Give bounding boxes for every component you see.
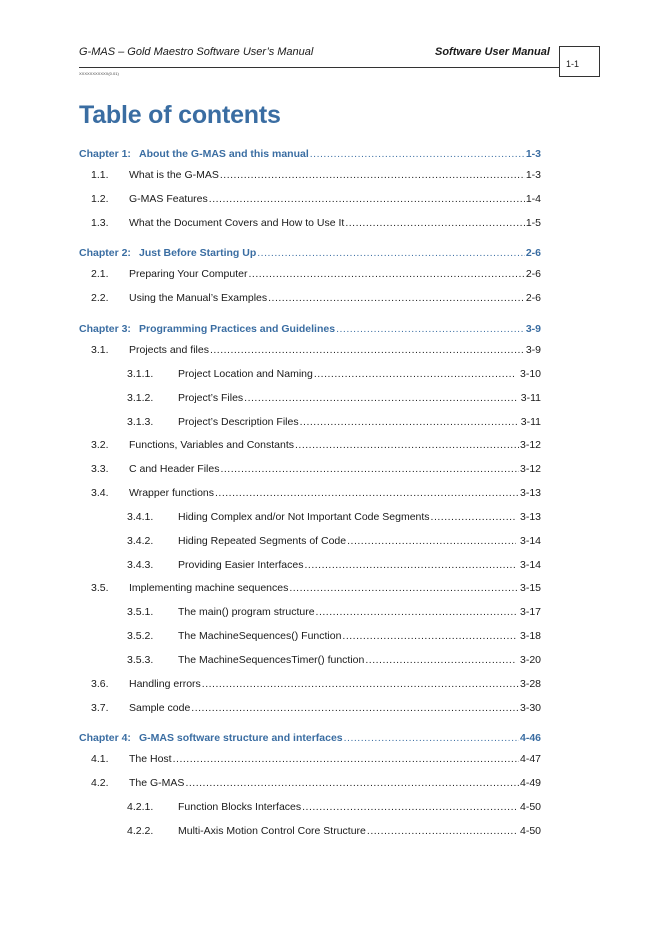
dot-leader	[302, 800, 516, 814]
toc-entry-page: 3-9	[525, 344, 541, 356]
toc-entry-section[interactable]	[79, 267, 541, 281]
toc-entry-subsection[interactable]	[79, 629, 541, 643]
toc-entry-title: Using the Manual’s Examples	[129, 292, 268, 304]
dot-leader	[345, 216, 524, 230]
toc-entry-page: 4-46	[519, 732, 541, 744]
dot-leader	[215, 486, 519, 500]
toc-entry-page: 3-10	[519, 368, 541, 380]
dot-leader	[300, 415, 517, 429]
toc-entry-title: Project’s Files	[178, 392, 244, 404]
toc-entry-page: 3-12	[519, 439, 541, 451]
dot-leader	[289, 581, 519, 595]
dot-leader	[268, 291, 525, 305]
toc-entry-page: 3-28	[519, 678, 541, 690]
toc-entry-page: 2-6	[525, 268, 541, 280]
toc-entry-title: Implementing machine sequences	[129, 582, 289, 594]
toc-entry-chapter[interactable]	[79, 322, 541, 336]
toc-entry-number: 3.7.	[91, 702, 109, 714]
toc-entry-subsection[interactable]	[79, 653, 541, 667]
toc-entry-number: 4.1.	[91, 753, 109, 765]
dot-leader	[342, 629, 516, 643]
header-doc-code: XXXXXXXXXXX(0.01)	[79, 71, 119, 76]
toc-entry-number: 3.4.1.	[127, 511, 154, 523]
toc-entry-title: Function Blocks Interfaces	[178, 801, 302, 813]
toc-entry-number: 3.5.2.	[127, 630, 154, 642]
toc-entry-number: 4.2.2.	[127, 825, 154, 837]
toc-entry-title: The Host	[129, 753, 172, 765]
toc-entry-number: 3.5.	[91, 582, 109, 594]
toc-entry-chapter[interactable]	[79, 246, 541, 260]
dot-leader	[336, 322, 525, 336]
toc-entry-number: 1.3.	[91, 217, 109, 229]
toc-entry-number: 3.6.	[91, 678, 109, 690]
toc-entry-section[interactable]	[79, 581, 541, 595]
toc-entry-page: 3-14	[519, 535, 541, 547]
toc-entry-number: Chapter 1:	[79, 148, 131, 160]
toc-entry-title: Projects and files	[129, 344, 209, 356]
toc-entry-page: 3-13	[519, 487, 541, 499]
toc-entry-title: Handling errors	[129, 678, 201, 690]
toc-entry-page: 3-11	[520, 392, 541, 404]
toc-entry-page: 3-17	[519, 606, 541, 618]
toc-entry-page: 1-4	[525, 193, 541, 205]
toc-entry-number: 3.3.	[91, 463, 109, 475]
dot-leader	[304, 558, 516, 572]
toc-entry-section[interactable]	[79, 343, 541, 357]
toc-entry-number: 3.1.	[91, 344, 109, 356]
toc-entry-title: Just Before Starting Up	[139, 247, 257, 259]
toc-entry-number: 2.1.	[91, 268, 109, 280]
toc-entry-page: 3-30	[519, 702, 541, 714]
toc-entry-number: 3.1.3.	[127, 416, 154, 428]
toc-entry-number: Chapter 4:	[79, 732, 131, 744]
dot-leader	[431, 510, 516, 524]
toc-entry-section[interactable]	[79, 677, 541, 691]
toc-entry-page: 3-20	[519, 654, 541, 666]
toc-entry-number: Chapter 3:	[79, 323, 131, 335]
toc-entry-subsection[interactable]	[79, 605, 541, 619]
toc-entry-page: 4-50	[519, 825, 541, 837]
dot-leader	[173, 752, 519, 766]
toc-entry-title: Providing Easier Interfaces	[178, 559, 304, 571]
toc-entry-number: 2.2.	[91, 292, 109, 304]
toc-entry-page: 1-3	[525, 169, 541, 181]
toc-entry-section[interactable]	[79, 438, 541, 452]
toc-entry-page: 3-12	[519, 463, 541, 475]
dot-leader	[209, 192, 525, 206]
page-number-box	[559, 46, 600, 77]
toc-entry-title: Functions, Variables and Constants	[129, 439, 294, 451]
toc-entry-title: The main() program structure	[178, 606, 315, 618]
toc-entry-section[interactable]	[79, 486, 541, 500]
toc-entry-number: 3.1.1.	[127, 368, 154, 380]
toc-entry-title: The MachineSequences() Function	[178, 630, 342, 642]
toc-entry-subsection[interactable]	[79, 391, 541, 405]
toc-entry-page: 4-49	[519, 777, 541, 789]
toc-entry-number: 3.2.	[91, 439, 109, 451]
toc-entry-subsection[interactable]	[79, 510, 541, 524]
page-number: 1-1	[566, 59, 580, 69]
toc-entry-number: 4.2.1.	[127, 801, 154, 813]
toc-entry-page: 3-11	[520, 416, 541, 428]
dot-leader	[244, 391, 517, 405]
table-of-contents	[79, 0, 541, 936]
dot-leader	[314, 367, 516, 381]
toc-entry-number: 1.1.	[91, 169, 109, 181]
toc-entry-number: 3.5.3.	[127, 654, 154, 666]
toc-entry-page: 3-18	[519, 630, 541, 642]
dot-leader	[220, 462, 519, 476]
toc-entry-page: 2-6	[525, 292, 541, 304]
header-doc-title: G-MAS – Gold Maestro Software User’s Manual	[79, 46, 314, 58]
toc-entry-section[interactable]	[79, 192, 541, 206]
toc-entry-chapter[interactable]	[79, 731, 541, 745]
dot-leader	[191, 701, 519, 715]
dot-leader	[365, 653, 516, 667]
toc-entry-number: 4.2.	[91, 777, 109, 789]
toc-entry-number: Chapter 2:	[79, 247, 131, 259]
dot-leader	[202, 677, 519, 691]
toc-entry-title: C and Header Files	[129, 463, 220, 475]
toc-entry-title: The G-MAS	[129, 777, 185, 789]
toc-entry-page: 4-47	[519, 753, 541, 765]
dot-leader	[220, 168, 525, 182]
toc-entry-subsection[interactable]	[79, 558, 541, 572]
toc-entry-section[interactable]	[79, 291, 541, 305]
toc-entry-number: 1.2.	[91, 193, 109, 205]
toc-entry-title: Programming Practices and Guidelines	[139, 323, 336, 335]
toc-entry-section[interactable]	[79, 776, 541, 790]
toc-entry-number: 3.4.2.	[127, 535, 154, 547]
toc-title: Table of contents	[79, 101, 281, 129]
dot-leader	[210, 343, 525, 357]
toc-entry-subsection[interactable]	[79, 824, 541, 838]
toc-entry-title: Project’s Description Files	[178, 416, 299, 428]
toc-entry-title: Hiding Repeated Segments of Code	[178, 535, 347, 547]
dot-leader	[310, 147, 525, 161]
dot-leader	[367, 824, 516, 838]
toc-entry-section[interactable]	[79, 752, 541, 766]
dot-leader	[257, 246, 525, 260]
toc-entry-title: G-MAS Features	[129, 193, 208, 205]
toc-entry-chapter[interactable]	[79, 147, 541, 161]
toc-entry-page: 2-6	[525, 247, 541, 259]
toc-entry-number: 3.4.	[91, 487, 109, 499]
toc-entry-title: Sample code	[129, 702, 191, 714]
toc-entry-subsection[interactable]	[79, 534, 541, 548]
toc-entry-title: Wrapper functions	[129, 487, 215, 499]
toc-entry-section[interactable]	[79, 216, 541, 230]
dot-leader	[249, 267, 525, 281]
toc-entry-title: Preparing Your Computer	[129, 268, 248, 280]
dot-leader	[347, 534, 516, 548]
toc-entry-subsection[interactable]	[79, 415, 541, 429]
toc-entry-title: About the G-MAS and this manual	[139, 148, 309, 160]
toc-entry-page: 3-15	[519, 582, 541, 594]
toc-entry-section[interactable]	[79, 462, 541, 476]
toc-entry-title: What the Document Covers and How to Use It	[129, 217, 345, 229]
toc-entry-number: 3.1.2.	[127, 392, 154, 404]
dot-leader	[316, 605, 516, 619]
toc-entry-title: G-MAS software structure and interfaces	[139, 732, 343, 744]
toc-entry-page: 3-14	[519, 559, 541, 571]
toc-entry-title: What is the G-MAS	[129, 169, 219, 181]
toc-entry-subsection[interactable]	[79, 367, 541, 381]
toc-entry-number: 3.5.1.	[127, 606, 154, 618]
dot-leader	[295, 438, 519, 452]
toc-entry-title: The MachineSequencesTimer() function	[178, 654, 365, 666]
toc-entry-page: 3-13	[519, 511, 541, 523]
toc-entry-page: 1-5	[525, 217, 541, 229]
toc-entry-section[interactable]	[79, 701, 541, 715]
toc-entry-page: 3-9	[525, 323, 541, 335]
dot-leader	[185, 776, 519, 790]
toc-entry-section[interactable]	[79, 168, 541, 182]
dot-leader	[344, 731, 519, 745]
toc-entry-page: 4-50	[519, 801, 541, 813]
toc-entry-number: 3.4.3.	[127, 559, 154, 571]
header-section-title: Software User Manual	[435, 46, 550, 58]
toc-entry-subsection[interactable]	[79, 800, 541, 814]
toc-entry-title: Hiding Complex and/or Not Important Code Segments	[178, 511, 430, 523]
toc-entry-page: 1-3	[525, 148, 541, 160]
toc-entry-title: Project Location and Naming	[178, 368, 313, 380]
toc-entry-title: Multi-Axis Motion Control Core Structure	[178, 825, 366, 837]
